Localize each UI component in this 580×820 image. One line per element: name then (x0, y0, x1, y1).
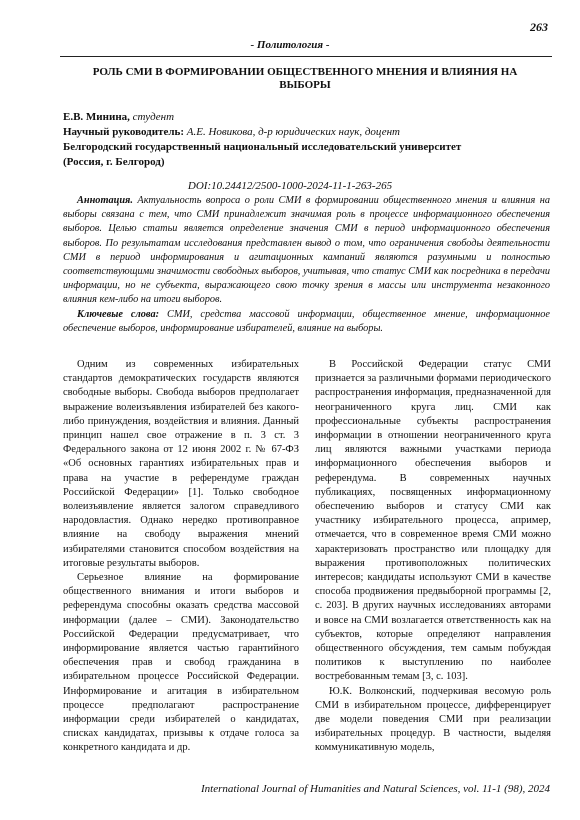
body-paragraph: Одним из современных избирательных стандартов демократических государств являются свободные выборы. Свобода выборов предполагает выражение волеизъявления избирателей без какого-либо принуждения, воздействия и влияния. Данный принцип нашел свое отражение в п. 3 ст. 3 Федерального закона от 12 июня 2002 г. № 67-ФЗ «Об основных гарантиях избирательных прав и права на участие в референдуме граждан Российской Федерации» [1]. Только свободное волеизъявление является залогом справедливого народовластия. Однако нередко противоправное влияние на свободу выражения мнений избирателями становится способом воздействия на итоговые результаты выборов. (63, 359, 299, 569)
location: (Россия, г. Белгород) (63, 156, 165, 168)
page-number: 263 (530, 20, 548, 34)
right-column (315, 358, 551, 756)
abstract-text: Актуальность вопроса о роли СМИ в формировании общественного мнения и влияния на выборы связана с тем, что СМИ принадлежит значимая роль в процессе информационного обеспечения выборов. Целью статьи является определение значения СМИ в период информационного обеспечения выборов. По результатам исследования представлен вывод о том, что ограничения свободы деятельности СМИ в период информирования и агитационных кампаний являются разумными и полностью соответствующими значимости свободных выборов, учитывая, что статус СМИ как посредника в передачи информации, но не субъекта, выражающего свою точку зрения в массы или инструмента незаконного влияния кем-либо на итоги выборов. (63, 195, 550, 306)
advisor-name: А.Е. Новикова, д-р юридических наук, доцент (184, 126, 400, 138)
body-paragraph: Ю.К. Волконский, подчеркивая весомую роль СМИ в избирательном процессе, дифференцирует две модели поведения СМИ при реализации избирательных процедур. В частности, выделяя коммуникативную модель, (315, 685, 551, 754)
abstract-label: Аннотация. (77, 195, 133, 206)
author-line (63, 110, 550, 125)
keywords-label: Ключевые слова: (77, 308, 160, 320)
abstract-block (63, 194, 550, 336)
left-column (63, 358, 299, 756)
body-paragraph: В Российской Федерации статус СМИ признается за различными формами периодического распространения информация, предназначенной для неограниченного круга лиц. СМИ как профессиональные субъекты распространения информации в отношении неограниченного круга лиц являются важными участками периода информационного обеспечения выборов и референдума. В современных научных публикациях, посвященных информационному обеспечению выборов и статусу СМИ как участнику избирательного процесса, апример, отмечается, что в современное время СМИ можно характеризовать пространство или площадку для выражения противоположных политических интересов; кандидаты используют СМИ в качестве способа продвижения предвыборной программы [2, с. 203]. В других научных исследованиях авторами и вовсе на СМИ возлагается ответственность как на субъектов, которые определяют направления общественного обсуждения, тем самым побуждая политиков к выступлению по наиболее востребованным темам [3, с. 103]. (315, 359, 551, 683)
affiliation: Белгородский государственный национальный исследовательский университет (63, 141, 462, 153)
abstract-paragraph (63, 194, 550, 308)
body-paragraph: Серьезное влияние на формирование общественного внимания и итоги выборов и референдума способны оказать средства массовой информации (далее – СМИ). Законодательство Российской Федерации предусматривает, что информирование является частью гарантийного обеспечения прав и свобод гражданина в избирательном процессе Российской Федерации. Информирование и агитация в избирательном процессе предполагают распространение информации среди избирателей о кандидатах, списках кандидатах, призывы к отдаче голоса за конкретного кандидата и др. (63, 572, 299, 754)
article-title: РОЛЬ СМИ В ФОРМИРОВАНИИ ОБЩЕСТВЕННОГО МНЕНИЯ И ВЛИЯНИЯ НА ВЫБОРЫ (92, 66, 518, 91)
author-block (63, 110, 550, 170)
advisor-line (63, 125, 550, 140)
author-role: студент (129, 111, 175, 123)
journal-footer: International Journal of Humanities and Natural Sciences, vol. 11-1 (98), 2024 (200, 783, 550, 795)
header-divider (60, 56, 552, 57)
author-name: Е.В. Минина, (63, 111, 130, 123)
body-columns (63, 358, 550, 758)
keywords-text: СМИ, средства массовой информации, общественное мнение, информационное обеспечение выборов, информирование избирателей, влияние на выборы. (63, 308, 551, 334)
advisor-label: Научный руководитель: (63, 126, 184, 138)
keywords-paragraph (63, 308, 550, 336)
doi: DOI:10.24412/2500-1000-2024-11-1-263-265 (187, 180, 393, 192)
section-heading: - Политология - (250, 39, 330, 51)
